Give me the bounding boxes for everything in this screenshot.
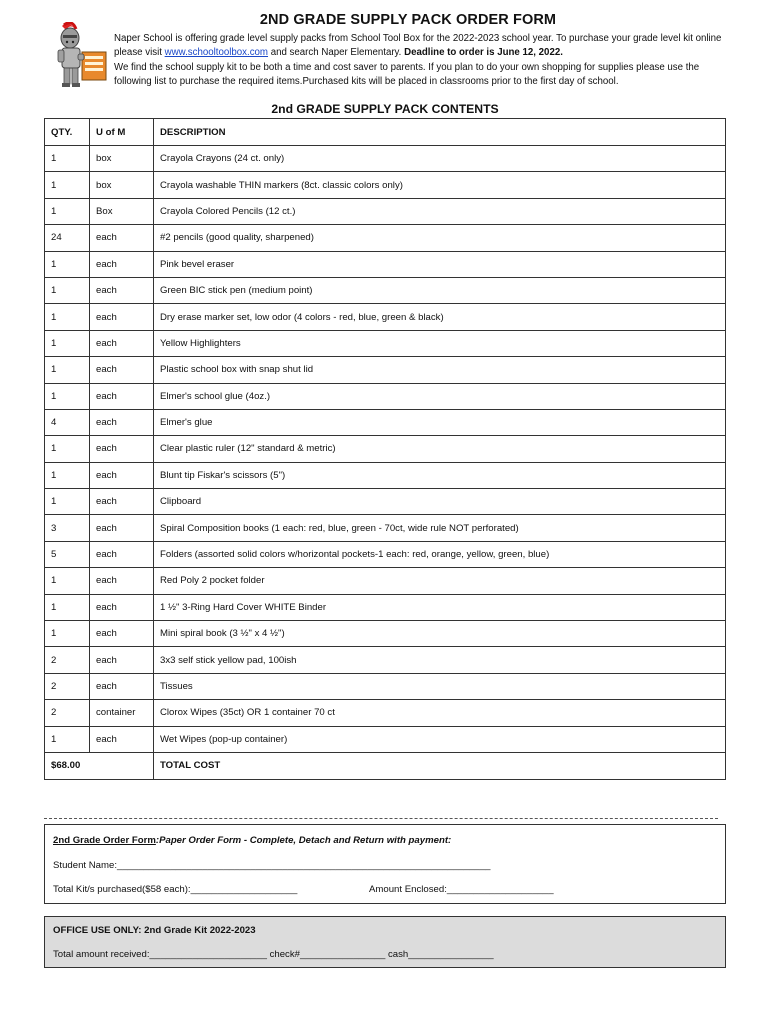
table-row: [45, 673, 726, 699]
cell-qty: 1: [45, 357, 90, 383]
column-header-description: DESCRIPTION: [154, 119, 726, 146]
cell-qty: 1: [45, 330, 90, 356]
student-name-field[interactable]: Student Name:______________________________________________________________________: [53, 860, 491, 871]
cell-description: Clear plastic ruler (12" standard & metric): [154, 436, 726, 462]
cell-description: Crayola washable THIN markers (8ct. classic colors only): [154, 172, 726, 198]
cell-description: Dry erase marker set, low odor (4 colors - red, blue, green & black): [154, 304, 726, 330]
cell-uom: each: [90, 251, 154, 277]
cell-qty: 2: [45, 700, 90, 726]
table-row: [45, 277, 726, 303]
order-form-title-rest: :Paper Order Form - Complete, Detach and Return with payment:: [155, 835, 452, 846]
table-row: [45, 304, 726, 330]
cell-description: Plastic school box with snap shut lid: [154, 357, 726, 383]
table-row: [45, 225, 726, 251]
table-row: [45, 700, 726, 726]
cell-description: 1 ½" 3-Ring Hard Cover WHITE Binder: [154, 594, 726, 620]
cell-description: Green BIC stick pen (medium point): [154, 277, 726, 303]
table-row: [45, 436, 726, 462]
order-form-title: [53, 835, 451, 846]
office-total-received-field[interactable]: Total amount received:______________________ check#________________ cash________________: [53, 949, 494, 960]
table-row: [45, 726, 726, 752]
cell-qty: 1: [45, 568, 90, 594]
cell-description: Crayola Crayons (24 ct. only): [154, 146, 726, 172]
cell-uom: each: [90, 436, 154, 462]
cell-description: Crayola Colored Pencils (12 ct.): [154, 198, 726, 224]
cell-uom: each: [90, 277, 154, 303]
cell-uom: each: [90, 621, 154, 647]
table-row: [45, 621, 726, 647]
cell-description: Tissues: [154, 673, 726, 699]
total-label: TOTAL COST: [154, 752, 726, 779]
cell-uom: each: [90, 330, 154, 356]
cell-uom: each: [90, 225, 154, 251]
contents-heading: 2nd GRADE SUPPLY PACK CONTENTS: [271, 102, 499, 116]
intro-text-post: and search Naper Elementary.: [268, 47, 405, 59]
page-title: 2ND GRADE SUPPLY PACK ORDER FORM: [259, 12, 557, 28]
cell-uom: each: [90, 541, 154, 567]
cell-uom: each: [90, 304, 154, 330]
cell-uom: each: [90, 515, 154, 541]
cell-description: Elmer's school glue (4oz.): [154, 383, 726, 409]
cell-qty: 1: [45, 621, 90, 647]
table-row: [45, 594, 726, 620]
table-row: [45, 647, 726, 673]
cell-qty: 1: [45, 198, 90, 224]
table-row: [45, 146, 726, 172]
cell-description: Wet Wipes (pop-up container): [154, 726, 726, 752]
cell-qty: 1: [45, 277, 90, 303]
cell-uom: each: [90, 489, 154, 515]
cell-qty: 1: [45, 172, 90, 198]
cell-uom: container: [90, 700, 154, 726]
table-row: [45, 462, 726, 488]
intro-paragraph-2: We find the school supply kit to be both a time and cost saver to parents. If you plan to do your own shopping for supplies please use the following list to purchase the required items.Purchased kits will be placed in classrooms prior to the first day of school.: [114, 61, 700, 87]
amount-enclosed-field[interactable]: Amount Enclosed:____________________: [369, 884, 554, 895]
office-use-section: [44, 916, 726, 968]
table-row: [45, 409, 726, 435]
cell-uom: each: [90, 357, 154, 383]
cell-uom: box: [90, 146, 154, 172]
cell-qty: 1: [45, 462, 90, 488]
cell-description: Folders (assorted solid colors w/horizontal pockets-1 each: red, orange, yellow, green, blue): [154, 541, 726, 567]
cell-qty: 24: [45, 225, 90, 251]
office-use-title: [53, 925, 256, 936]
table-row: [45, 383, 726, 409]
cell-uom: each: [90, 726, 154, 752]
table-row: [45, 489, 726, 515]
table-header-row: [45, 119, 726, 146]
cell-description: Clorox Wipes (35ct) OR 1 container 70 ct: [154, 700, 726, 726]
cell-uom: each: [90, 647, 154, 673]
cell-uom: each: [90, 409, 154, 435]
cell-qty: 1: [45, 304, 90, 330]
table-row: [45, 330, 726, 356]
table-row: [45, 515, 726, 541]
table-row: [45, 568, 726, 594]
total-row: [45, 752, 726, 779]
table-row: [45, 541, 726, 567]
cell-qty: 3: [45, 515, 90, 541]
column-header-qty: QTY.: [45, 119, 90, 146]
cell-qty: 4: [45, 409, 90, 435]
order-form-section: [44, 824, 726, 904]
cell-uom: each: [90, 673, 154, 699]
cell-qty: 1: [45, 146, 90, 172]
deadline-text: Deadline to order is June 12, 2022.: [404, 47, 563, 59]
cell-qty: 1: [45, 489, 90, 515]
supply-table: [44, 118, 726, 780]
cell-description: 3x3 self stick yellow pad, 100ish: [154, 647, 726, 673]
cell-qty: 2: [45, 647, 90, 673]
cell-qty: 1: [45, 726, 90, 752]
cell-qty: 1: [45, 594, 90, 620]
cell-uom: each: [90, 568, 154, 594]
cell-description: Mini spiral book (3 ½" x 4 ½"): [154, 621, 726, 647]
schooltoolbox-link[interactable]: www.schooltoolbox.com: [164, 47, 269, 59]
intro-text-pre: Naper School is offering grade level supply packs from School Tool Box for the 2022-2023 school year. To purchase your grade level kit online please visit: [114, 33, 722, 59]
cell-qty: 1: [45, 436, 90, 462]
cell-description: Pink bevel eraser: [154, 251, 726, 277]
knight-mascot-icon: [52, 22, 110, 92]
office-use-title-text: OFFICE USE ONLY: 2nd Grade Kit 2022-2023: [53, 925, 256, 936]
order-form-title-underlined: 2nd Grade Order Form: [53, 835, 156, 846]
intro-text: [114, 32, 726, 89]
kits-purchased-field[interactable]: Total Kit/s purchased($58 each):____________________: [53, 884, 298, 895]
cell-uom: each: [90, 462, 154, 488]
table-row: [45, 198, 726, 224]
cell-description: Clipboard: [154, 489, 726, 515]
cell-description: Yellow Highlighters: [154, 330, 726, 356]
column-header-uom: U of M: [90, 119, 154, 146]
cell-qty: 1: [45, 251, 90, 277]
cell-qty: 5: [45, 541, 90, 567]
cell-description: Spiral Composition books (1 each: red, blue, green - 70ct, wide rule NOT perforated): [154, 515, 726, 541]
table-row: [45, 172, 726, 198]
cell-qty: 2: [45, 673, 90, 699]
cell-uom: Box: [90, 198, 154, 224]
intro-paragraph-1: [114, 32, 726, 61]
cell-description: Blunt tip Fiskar's scissors (5"): [154, 462, 726, 488]
detach-divider: [44, 818, 718, 819]
table-row: [45, 357, 726, 383]
table-row: [45, 251, 726, 277]
cell-description: Red Poly 2 pocket folder: [154, 568, 726, 594]
cell-uom: each: [90, 383, 154, 409]
cell-description: #2 pencils (good quality, sharpened): [154, 225, 726, 251]
cell-uom: box: [90, 172, 154, 198]
cell-qty: 1: [45, 383, 90, 409]
total-price: $68.00: [45, 752, 154, 779]
cell-uom: each: [90, 594, 154, 620]
cell-description: Elmer's glue: [154, 409, 726, 435]
